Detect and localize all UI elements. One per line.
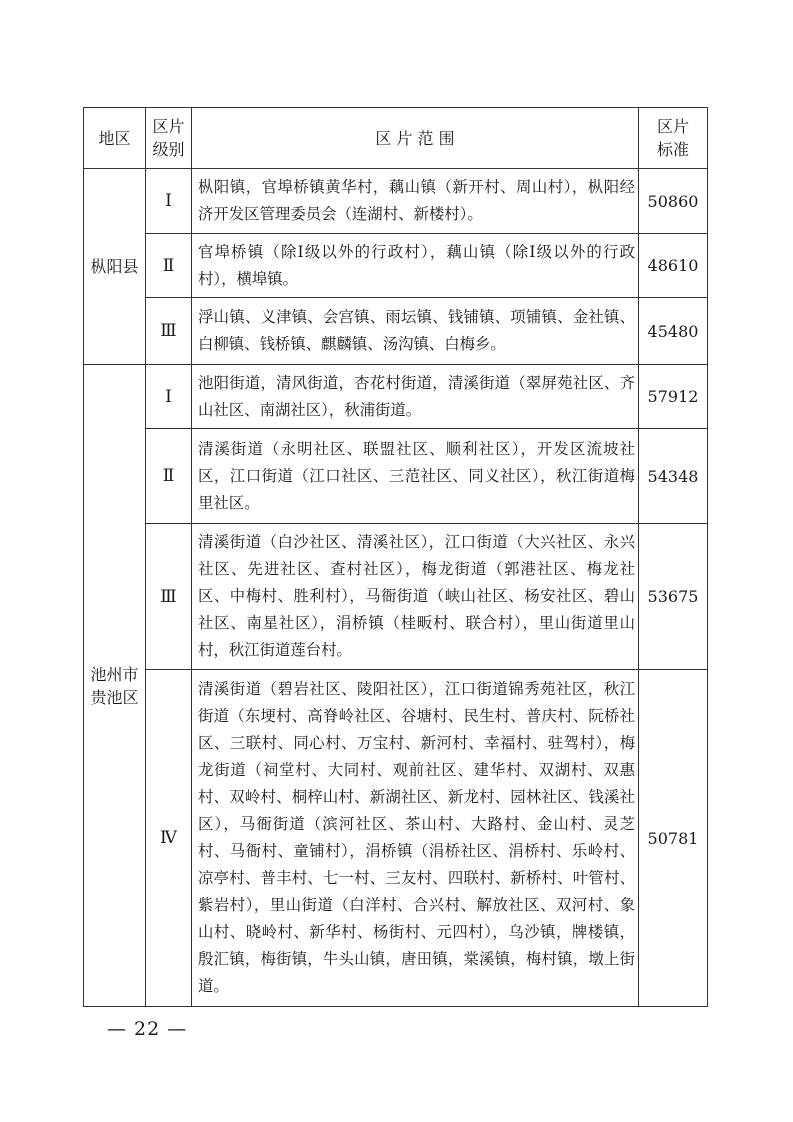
level-cell: Ⅱ [146,234,192,298]
region-cell-guichi: 池州市贵池区 [84,365,146,1007]
table-row [84,365,708,429]
standard-cell: 54348 [639,429,708,524]
scope-cell: 清溪街道（碧岩社区、陵阳社区），江口街道锦秀苑社区，秋江街道（东埂村、高脊岭社区、谷塘村、民生村、普庆村、阮桥社区、三联村、同心村、万宝村、新河村、幸福村、驻驾村），梅龙街道（祠堂村、大同村、观前社区、建华村、双湖村、双惠村、双岭村、桐梓山村、新湖社区、新龙村、园林社区、钱溪社区），马衙街道（滨河社区、茶山村、大路村、金山村、灵芝村、马衙村、童铺村），涓桥镇（涓桥社区、涓桥村、乐岭村、凉亭村、普丰村、七一村、三友村、四联村、新桥村、叶管村、紫岩村），里山街道（白洋村、合兴村、解放社区、双河村、象山村、晓岭村、新华村、杨街村、元四村），乌沙镇，牌楼镇，殷汇镇，梅街镇，牛头山镇，唐田镇，棠溪镇，梅村镇，墩上街道。 [192,670,639,1007]
scope-cell: 池阳街道，清风街道，杏花村街道，清溪街道（翠屏苑社区、齐山社区、南湖社区），秋浦街道。 [192,365,639,429]
table-row [84,169,708,234]
header-scope: 区 片 范 围 [192,108,639,169]
table-row [84,670,708,1007]
header-region: 地区 [84,108,146,169]
standard-cell: 50781 [639,670,708,1007]
level-cell: Ⅳ [146,670,192,1007]
table-header-row [84,108,708,169]
standard-cell: 53675 [639,524,708,670]
region-cell-zongyang: 枞阳县 [84,169,146,365]
scope-cell: 枞阳镇，官埠桥镇黄华村，藕山镇（新开村、周山村），枞阳经济开发区管理委员会（连湖村、新楼村）。 [192,169,639,234]
level-cell: Ⅰ [146,169,192,234]
table-row [84,429,708,524]
standard-cell: 48610 [639,234,708,298]
level-cell: Ⅲ [146,298,192,365]
land-price-table [83,107,708,1007]
page-number: — 22 — [107,1018,188,1040]
level-cell: Ⅱ [146,429,192,524]
level-cell: Ⅰ [146,365,192,429]
header-standard: 区片标准 [639,108,708,169]
standard-cell: 45480 [639,298,708,365]
scope-cell: 浮山镇、义津镇、会宫镇、雨坛镇、钱铺镇、项铺镇、金社镇、白柳镇、钱桥镇、麒麟镇、汤沟镇、白梅乡。 [192,298,639,365]
standard-cell: 50860 [639,169,708,234]
scope-cell: 官埠桥镇（除Ⅰ级以外的行政村），藕山镇（除Ⅰ级以外的行政村），横埠镇。 [192,234,639,298]
table-row [84,524,708,670]
standard-cell: 57912 [639,365,708,429]
scope-cell: 清溪街道（永明社区、联盟社区、顺利社区），开发区流坡社区，江口街道（江口社区、三范社区、同义社区），秋江街道梅里社区。 [192,429,639,524]
table-row [84,234,708,298]
scope-cell: 清溪街道（白沙社区、清溪社区），江口街道（大兴社区、永兴社区、先进社区、查村社区），梅龙街道（郭港社区、梅龙社区、中梅村、胜利村），马衙街道（峡山社区、杨安社区、碧山社区、南星社区），涓桥镇（桂畈村、联合村），里山街道里山村，秋江街道莲台村。 [192,524,639,670]
level-cell: Ⅲ [146,524,192,670]
header-level: 区片级别 [146,108,192,169]
table-row [84,298,708,365]
